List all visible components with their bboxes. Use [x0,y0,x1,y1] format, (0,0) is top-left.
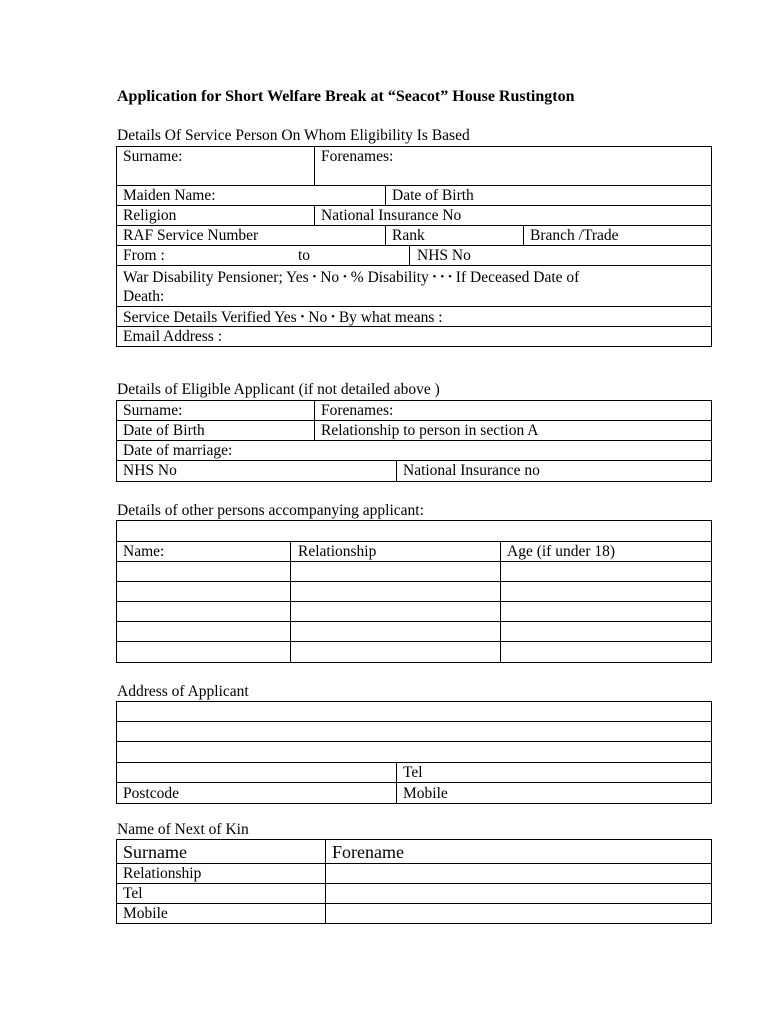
verified-no-label: No [308,309,328,326]
section-a-heading: Details Of Service Person On Whom Eligibility Is Based [117,127,470,144]
page-title: Application for Short Welfare Break at “Seacot” House Rustington [117,88,575,105]
death-date-field[interactable]: Death: [123,288,165,305]
verified-yes-bullet[interactable]: • [300,311,305,323]
applicant-forenames-field[interactable]: Forenames: [321,402,394,419]
applicant-date-of-birth-field[interactable]: Date of Birth [123,422,205,439]
service-to-label: to [298,247,311,264]
applicant-relationship-field[interactable]: Relationship to person in section A [321,422,539,439]
disability-bullet-3[interactable]: • [448,271,452,283]
kin-surname-field[interactable]: Surname [123,842,187,862]
date-of-marriage-field[interactable]: Date of marriage: [123,442,233,459]
kin-tel-field[interactable]: Tel [123,885,143,902]
forenames-field[interactable]: Forenames: [321,148,394,165]
kin-relationship-field[interactable]: Relationship [123,865,202,882]
column-header-relationship: Relationship [298,543,377,560]
email-address-field[interactable]: Email Address : [123,328,223,345]
postcode-field[interactable]: Postcode [123,785,179,802]
applicant-surname-field[interactable]: Surname: [123,402,183,419]
disability-percent-label: % Disability [350,269,429,286]
section-e-heading: Name of Next of Kin [117,821,249,838]
section-c-heading: Details of other persons accompanying applicant: [117,502,424,519]
maiden-name-field[interactable]: Maiden Name: [123,187,216,204]
deceased-label: If Deceased Date of [455,269,580,286]
applicant-mobile-field[interactable]: Mobile [403,785,448,802]
service-verified-row [123,308,443,327]
section-d-heading: Address of Applicant [117,683,249,700]
column-header-name: Name: [123,543,165,560]
verified-label: Service Details Verified Yes [123,309,297,326]
column-header-age: Age (if under 18) [507,543,616,560]
applicant-national-insurance-field[interactable]: National Insurance no [403,462,540,479]
kin-forename-field[interactable]: Forename [332,842,404,862]
nhs-no-field[interactable]: NHS No [417,247,471,264]
kin-mobile-field[interactable]: Mobile [123,905,168,922]
applicant-nhs-no-field[interactable]: NHS No [123,462,177,479]
no-bullet[interactable]: • [343,271,347,283]
disability-bullet-2[interactable]: • [440,271,445,283]
surname-field[interactable]: Surname: [123,148,183,165]
service-from-field[interactable]: From : [123,247,165,264]
disability-bullet-1[interactable]: • [432,271,437,283]
raf-service-number-field[interactable]: RAF Service Number [123,227,259,244]
war-disability-row [123,268,579,287]
branch-trade-field[interactable]: Branch /Trade [530,227,619,244]
yes-bullet[interactable]: • [312,271,317,283]
verified-no-bullet[interactable]: • [331,311,335,323]
war-disability-label: War Disability Pensioner; Yes [123,269,309,286]
rank-field[interactable]: Rank [392,227,425,244]
national-insurance-field[interactable]: National Insurance No [321,207,462,224]
section-b-heading: Details of Eligible Applicant (if not detailed above ) [117,381,440,398]
applicant-tel-field[interactable]: Tel [403,764,423,781]
religion-field[interactable]: Religion [123,207,177,224]
no-label: No [320,269,340,286]
date-of-birth-field[interactable]: Date of Birth [392,187,474,204]
verified-means-label: By what means : [338,309,443,326]
